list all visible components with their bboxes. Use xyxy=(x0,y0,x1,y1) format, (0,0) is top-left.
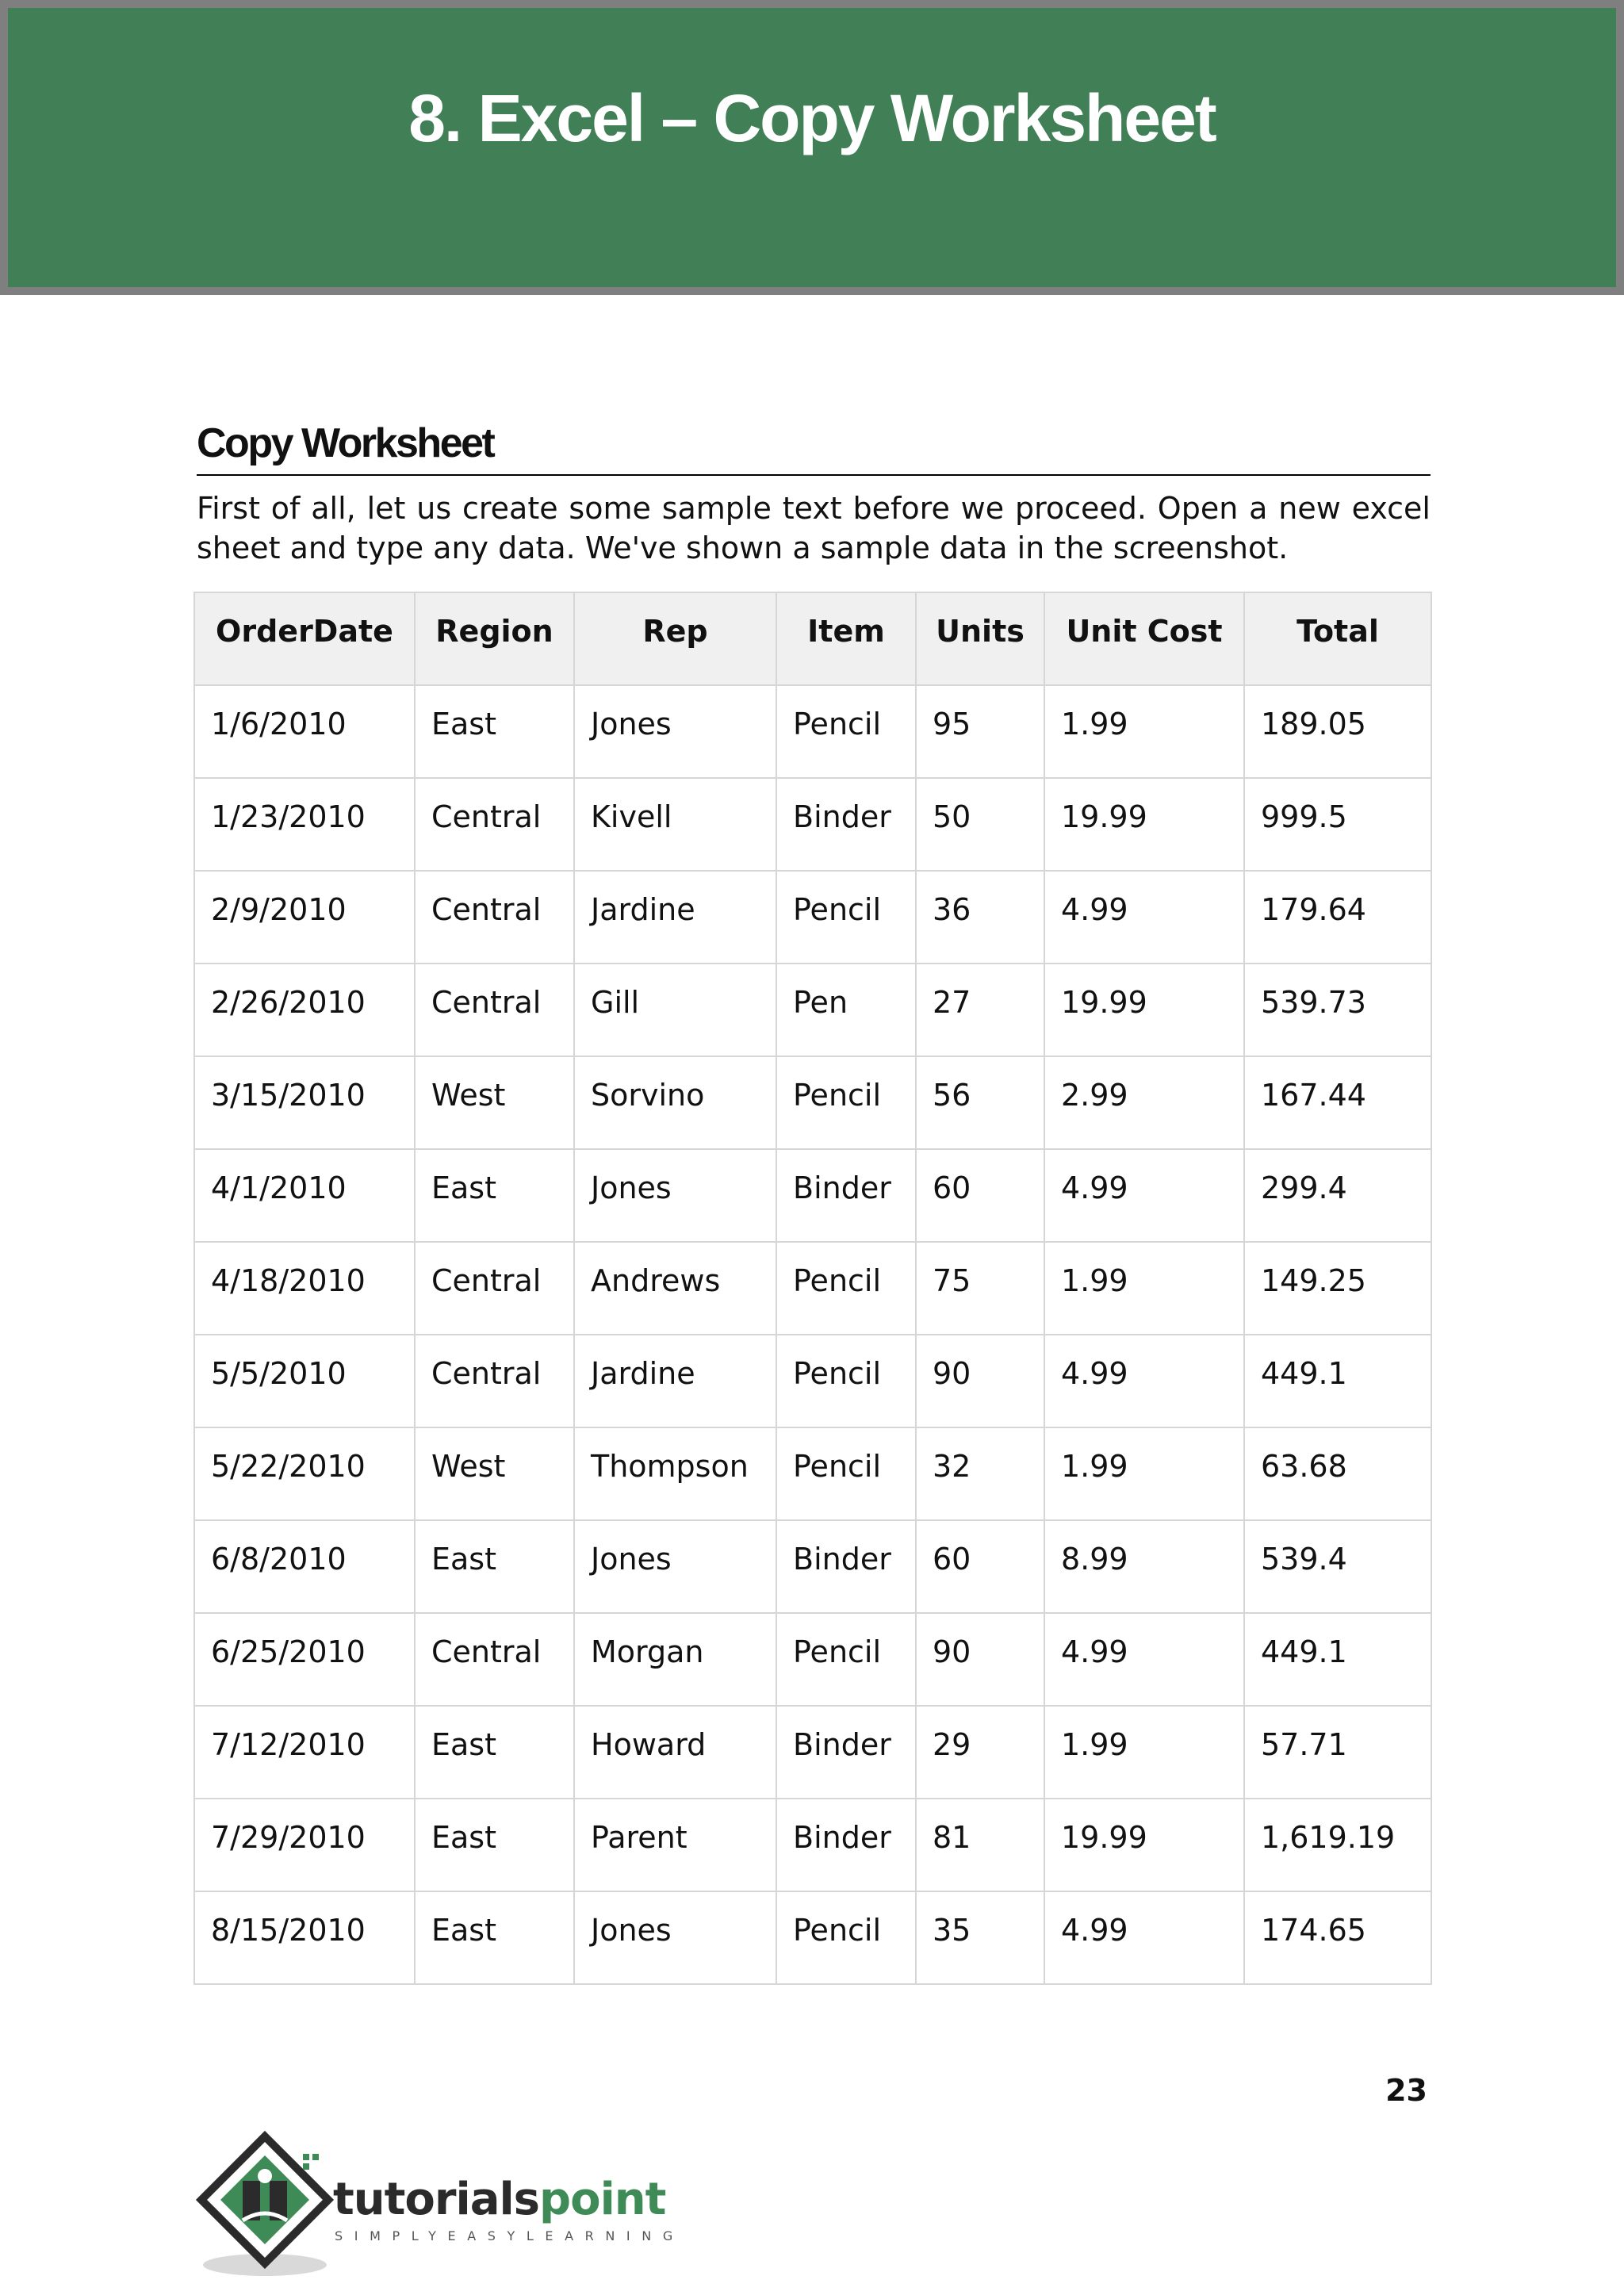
table-cell: Pencil xyxy=(776,685,916,778)
table-cell: 1.99 xyxy=(1044,1706,1244,1799)
column-header-rep: Rep xyxy=(574,592,776,685)
table-cell: 167.44 xyxy=(1244,1056,1431,1149)
table-cell: 4.99 xyxy=(1044,1891,1244,1984)
section-title: Copy Worksheet xyxy=(197,419,1431,476)
table-cell: Pen xyxy=(776,964,916,1056)
table-cell: 1.99 xyxy=(1044,1427,1244,1520)
table-row xyxy=(194,778,1431,871)
table-cell: 19.99 xyxy=(1044,1799,1244,1891)
column-header-unit-cost: Unit Cost xyxy=(1044,592,1244,685)
table-cell: Pencil xyxy=(776,1242,916,1335)
table-cell: Howard xyxy=(574,1706,776,1799)
table-cell: 1.99 xyxy=(1044,1242,1244,1335)
table-cell: 90 xyxy=(916,1335,1044,1427)
table-cell: 3/15/2010 xyxy=(194,1056,415,1149)
table-cell: 1/6/2010 xyxy=(194,685,415,778)
table-cell: 81 xyxy=(916,1799,1044,1891)
chapter-banner xyxy=(0,0,1624,295)
column-header-total: Total xyxy=(1244,592,1431,685)
logo-wordmark-part2: point xyxy=(539,2174,666,2225)
chapter-title: 8. Excel – Copy Worksheet xyxy=(408,80,1216,155)
logo-tagline: SIMPLYEASYLEARNING xyxy=(335,2228,684,2243)
table-cell: Thompson xyxy=(574,1427,776,1520)
table-cell: Kivell xyxy=(574,778,776,871)
table-cell: 7/12/2010 xyxy=(194,1706,415,1799)
table-cell: 2/26/2010 xyxy=(194,964,415,1056)
table-cell: 299.4 xyxy=(1244,1149,1431,1242)
tutorialspoint-diamond-logo-icon xyxy=(193,2130,336,2281)
table-cell: 4.99 xyxy=(1044,1335,1244,1427)
table-cell: Binder xyxy=(776,1799,916,1891)
table-cell: 149.25 xyxy=(1244,1242,1431,1335)
table-cell: 6/8/2010 xyxy=(194,1520,415,1613)
table-row xyxy=(194,1613,1431,1706)
table-cell: 35 xyxy=(916,1891,1044,1984)
table-cell: 449.1 xyxy=(1244,1335,1431,1427)
table-cell: West xyxy=(415,1056,574,1149)
table-cell: Pencil xyxy=(776,1056,916,1149)
table-cell: 60 xyxy=(916,1149,1044,1242)
table-cell: 60 xyxy=(916,1520,1044,1613)
table-row xyxy=(194,1242,1431,1335)
table-cell: 8.99 xyxy=(1044,1520,1244,1613)
table-cell: Sorvino xyxy=(574,1056,776,1149)
table-cell: 5/5/2010 xyxy=(194,1335,415,1427)
table-cell: 189.05 xyxy=(1244,685,1431,778)
column-header-orderdate: OrderDate xyxy=(194,592,415,685)
table-cell: 2/9/2010 xyxy=(194,871,415,964)
table-header-row xyxy=(194,592,1431,685)
table-cell: 95 xyxy=(916,685,1044,778)
table-cell: East xyxy=(415,1799,574,1891)
table-cell: Pencil xyxy=(776,1427,916,1520)
table-cell: 19.99 xyxy=(1044,778,1244,871)
table-cell: Pencil xyxy=(776,1891,916,1984)
table-cell: Pencil xyxy=(776,871,916,964)
table-cell: 6/25/2010 xyxy=(194,1613,415,1706)
table-cell: 36 xyxy=(916,871,1044,964)
column-header-item: Item xyxy=(776,592,916,685)
table-cell: Central xyxy=(415,1335,574,1427)
table-cell: 7/29/2010 xyxy=(194,1799,415,1891)
table-cell: Central xyxy=(415,778,574,871)
table-cell: Central xyxy=(415,871,574,964)
table-cell: 1,619.19 xyxy=(1244,1799,1431,1891)
table-cell: Central xyxy=(415,964,574,1056)
table-cell: 32 xyxy=(916,1427,1044,1520)
table-cell: Gill xyxy=(574,964,776,1056)
table-cell: East xyxy=(415,1520,574,1613)
table-cell: 75 xyxy=(916,1242,1044,1335)
tutorialspoint-logo xyxy=(193,2130,685,2281)
table-cell: Pencil xyxy=(776,1613,916,1706)
table-row xyxy=(194,1427,1431,1520)
table-cell: Jardine xyxy=(574,1335,776,1427)
table-row xyxy=(194,1891,1431,1984)
table-body xyxy=(194,685,1431,1984)
table-row xyxy=(194,1149,1431,1242)
table-cell: 50 xyxy=(916,778,1044,871)
table-cell: 29 xyxy=(916,1706,1044,1799)
logo-wordmark-part1: tutorials xyxy=(333,2174,540,2225)
table-row xyxy=(194,964,1431,1056)
table-cell: 8/15/2010 xyxy=(194,1891,415,1984)
table-cell: Binder xyxy=(776,778,916,871)
table-row xyxy=(194,1799,1431,1891)
table-cell: Binder xyxy=(776,1149,916,1242)
table-row xyxy=(194,685,1431,778)
table-cell: Jones xyxy=(574,1520,776,1613)
table-cell: Binder xyxy=(776,1706,916,1799)
table-row xyxy=(194,1056,1431,1149)
table-row xyxy=(194,1520,1431,1613)
table-cell: 4.99 xyxy=(1044,1613,1244,1706)
table-cell: Pencil xyxy=(776,1335,916,1427)
table-cell: Central xyxy=(415,1613,574,1706)
column-header-region: Region xyxy=(415,592,574,685)
table-cell: 999.5 xyxy=(1244,778,1431,871)
table-cell: 27 xyxy=(916,964,1044,1056)
table-cell: East xyxy=(415,1891,574,1984)
table-cell: 19.99 xyxy=(1044,964,1244,1056)
sample-data-table xyxy=(193,592,1432,1985)
table-cell: 4.99 xyxy=(1044,1149,1244,1242)
table-cell: Jones xyxy=(574,1149,776,1242)
table-cell: 4/1/2010 xyxy=(194,1149,415,1242)
column-header-units: Units xyxy=(916,592,1044,685)
table-cell: 449.1 xyxy=(1244,1613,1431,1706)
table-cell: 90 xyxy=(916,1613,1044,1706)
table-cell: 1.99 xyxy=(1044,685,1244,778)
table-cell: 1/23/2010 xyxy=(194,778,415,871)
table-cell: 56 xyxy=(916,1056,1044,1149)
table-cell: Andrews xyxy=(574,1242,776,1335)
table-cell: 63.68 xyxy=(1244,1427,1431,1520)
table-cell: 539.73 xyxy=(1244,964,1431,1056)
table-cell: Parent xyxy=(574,1799,776,1891)
table-cell: East xyxy=(415,1149,574,1242)
intro-paragraph: First of all, let us create some sample text before we proceed. Open a new excel sheet and type any data. We've shown a sample data in the screenshot. xyxy=(197,491,1431,565)
table-cell: Jardine xyxy=(574,871,776,964)
table-cell: 2.99 xyxy=(1044,1056,1244,1149)
table-cell: 174.65 xyxy=(1244,1891,1431,1984)
table-cell: Binder xyxy=(776,1520,916,1613)
table-cell: Jones xyxy=(574,1891,776,1984)
logo-wordmark xyxy=(333,2176,665,2224)
table-cell: Jones xyxy=(574,685,776,778)
table-row xyxy=(194,1335,1431,1427)
table-cell: East xyxy=(415,685,574,778)
table-cell: 4.99 xyxy=(1044,871,1244,964)
table-cell: 179.64 xyxy=(1244,871,1431,964)
table-row xyxy=(194,1706,1431,1799)
table-cell: 5/22/2010 xyxy=(194,1427,415,1520)
table-cell: West xyxy=(415,1427,574,1520)
page-number: 23 xyxy=(1385,2073,1427,2108)
table-cell: 57.71 xyxy=(1244,1706,1431,1799)
table-cell: Central xyxy=(415,1242,574,1335)
table-cell: Morgan xyxy=(574,1613,776,1706)
table-cell: 4/18/2010 xyxy=(194,1242,415,1335)
table-cell: 539.4 xyxy=(1244,1520,1431,1613)
table-row xyxy=(194,871,1431,964)
table-cell: East xyxy=(415,1706,574,1799)
